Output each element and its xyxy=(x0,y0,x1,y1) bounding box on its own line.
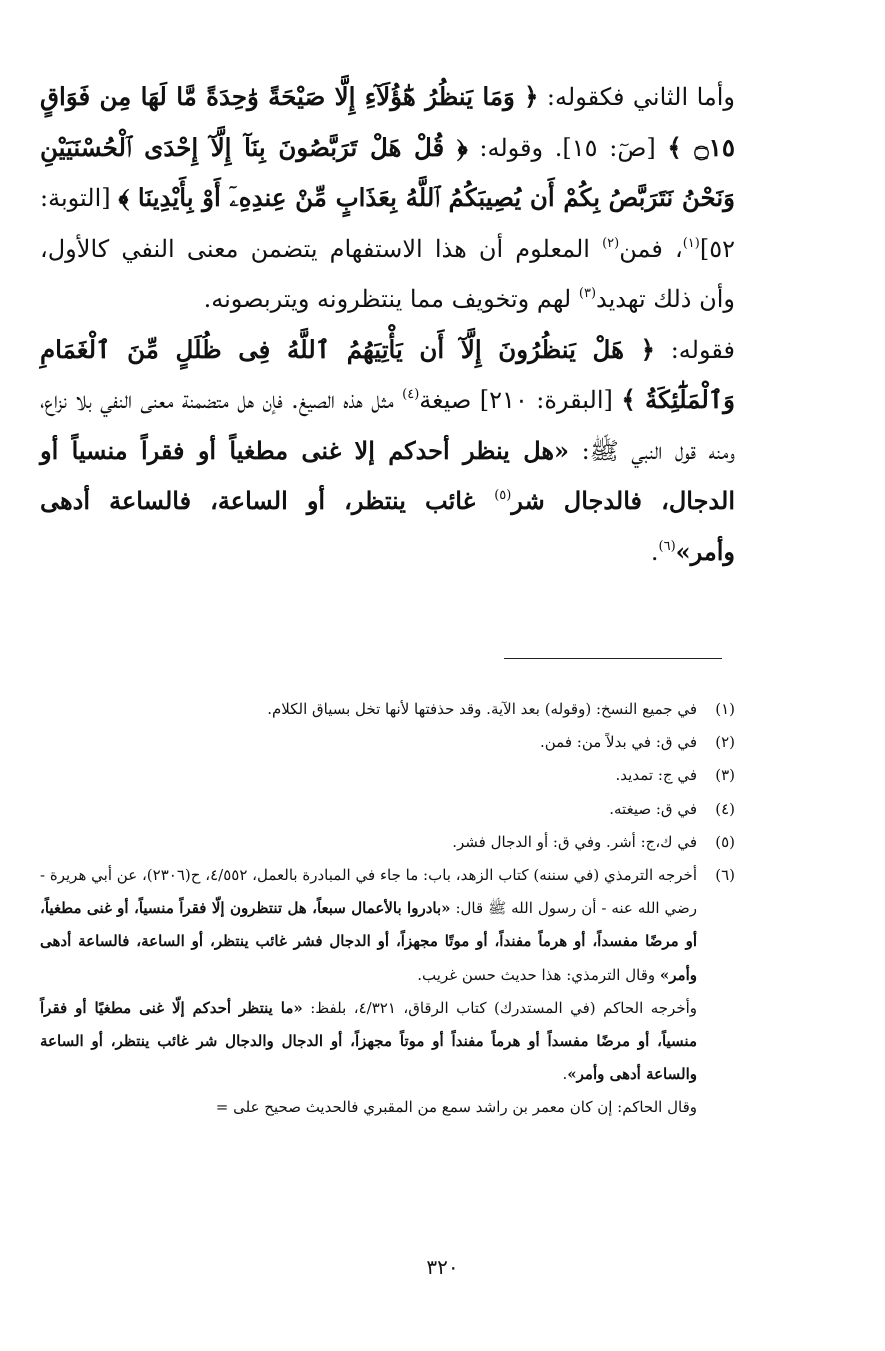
footnote-text: في ق: صيغته. xyxy=(609,799,697,818)
footnote-number: (١) xyxy=(715,700,735,718)
text-segment: . xyxy=(650,537,659,566)
footnote-ref: (٤) xyxy=(402,387,420,402)
footnote-paragraph xyxy=(40,992,697,1092)
text-segment: مثل هذه الصيغ. فإن هل متضمنة معنى النفي بلا نزاع، ومنه قول النبي ﷺ: xyxy=(40,386,736,465)
footnote-item xyxy=(40,693,735,726)
text-segment: [صٓ: ١٥]. وقوله: xyxy=(467,133,668,162)
footnote-number: (٦) xyxy=(715,866,735,885)
text-segment: وأما الثاني فكقوله: xyxy=(538,83,735,111)
footnote-ref: (٢) xyxy=(602,235,620,251)
footnote-number: (٢) xyxy=(715,733,735,752)
main-text xyxy=(40,72,735,577)
footnote-item xyxy=(40,726,735,759)
footnote-ref: (٦) xyxy=(658,538,676,554)
footnote-text: في ك،ج: أشر. وفي ق: أو الدجال فشر. xyxy=(452,832,697,851)
text-segment: أخرجه الترمذي (في سننه) كتاب الزهد، باب: ما جاء في المبادرة بالعمل، ٤/٥٥٢، ح(٢٣٠٦)، عن أبي هريرة - رضي الله عنه - أن رسول الله ﷺ قال: xyxy=(40,866,697,918)
footnote-text xyxy=(40,859,697,1125)
footnote-text: في ق: في بدلاً من: فمن. xyxy=(539,733,697,752)
hadith-text: «هل ينظر أحدكم إلا غنى مطغياً أو فقراً منسياً أو الدجال، فالدجال شر xyxy=(40,435,735,515)
hadith-text: «بادروا بالأعمال سبعاً، هل تنتظرون إلّا فقراً منسياً، أو غنى مطغياً، أو مرضًا مفسداً، أو هرماً مفنداً، أو موتًا مجهزاً، أو الدجال فشر غائب ينتظر، أو الساعة، فالساعة أدهى وأمر» xyxy=(40,899,697,984)
footnote-item xyxy=(40,859,735,1125)
footnote-separator xyxy=(504,658,722,659)
footnote-ref: (٣) xyxy=(578,286,597,301)
text-segment: [البقرة: ٢١٠] صيغة xyxy=(419,386,622,414)
hadith-text: «ما ينتظر أحدكم إلّا غنى مطغيًا أو فقراً منسياً، أو مرضًا مفسداً أو هرماً مفنداً أو موتاً مجهزاً، أو الدجال والدجال شر غائب ينتظر، أو الساعة والساعة أدهى وأمر» xyxy=(40,998,697,1084)
footnotes xyxy=(40,693,735,1125)
footnote-item xyxy=(40,793,735,826)
footnote-paragraph xyxy=(40,859,697,992)
quran-verse: ﴿ هَلْ يَنظُرُونَ إِلَّآ أَن يَأْتِيَهُمُ ٱللَّهُ فِى ظُلَلٍ مِّنَ ٱلْغَمَامِ وَٱلْمَلَٰٓئِكَةُ ﴾ xyxy=(40,334,735,414)
paragraph-1 xyxy=(40,72,735,325)
footnote-ref: (٥) xyxy=(494,488,512,503)
footnote-paragraph xyxy=(40,1091,697,1124)
footnote-number: (٥) xyxy=(715,832,735,851)
footnote-text: في جميع النسخ: (وقوله) بعد الآية. وقد حذفتها لأنها تخل بسياق الكلام. xyxy=(267,700,697,718)
footnote-item xyxy=(40,826,735,859)
quran-verse: ﴿ وَمَا يَنظُرُ هَٰٓؤُلَآءِ إِلَّا صَيْحَةً وَٰحِدَةً مَّا لَهَا مِن فَوَاقٍ ۝١٥ ﴾ xyxy=(40,82,736,162)
footnote-number: (٣) xyxy=(715,766,735,785)
text-segment: ، فمن xyxy=(619,234,683,263)
footnote-number: (٤) xyxy=(715,799,735,818)
paragraph-2 xyxy=(40,325,735,578)
text-segment: لهم وتخويف مما ينتظرونه ويتربصونه. xyxy=(203,285,579,313)
text-segment: فقوله: xyxy=(655,335,736,364)
footnote-text: في ج: تمديد. xyxy=(615,766,697,785)
page-number: ٣٢٠ xyxy=(426,1255,459,1279)
text-segment: . xyxy=(562,1065,568,1084)
text-segment: المعلوم أن هذا الاستفهام يتضمن معنى النفي كالأول، وأن ذلك تهديد xyxy=(40,234,735,313)
quran-verse: ﴿ قُلْ هَلْ تَرَبَّصُونَ بِنَآ إِلَّآ إِحْدَى ٱلْحُسْنَيَيْنِ وَنَحْنُ نَتَرَبَّصُ بِكُمْ أَن يُصِيبَكُمُ ٱللَّهُ بِعَذَابٍ مِّنْ عِندِهِۦٓ أَوْ بِأَيْدِينَا ﴾ xyxy=(40,132,735,212)
footnote-ref: (١) xyxy=(682,235,700,251)
footnote-item xyxy=(40,759,735,792)
text-segment: وأخرجه الحاكم (في المستدرك) كتاب الرقاق، ٤/٣٢١، بلفظ: xyxy=(302,998,698,1017)
text-segment: وقال الترمذي: هذا حديث حسن غريب. xyxy=(417,965,660,984)
text-segment: وقال الحاكم: إن كان معمر بن راشد سمع من المقبري فالحديث صحيح على = xyxy=(215,1098,697,1117)
text-segment: [التوبة: ٥٢] xyxy=(40,184,735,263)
hadith-text: غائب ينتظر، أو الساعة، فالساعة أدهى وأمر» xyxy=(40,486,735,566)
